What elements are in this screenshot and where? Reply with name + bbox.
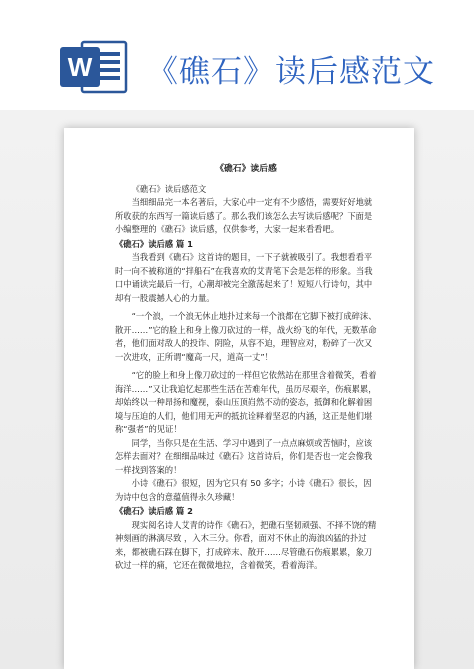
paragraph: 现实阅名诗人艾青的诗作《礁石》，把礁石坚韧顽强、不择不饶的精神刻画的淋漓尽致 ，入木三分。你看，面对不休止的海浪凶猛的扑过来，都被礁石踩在脚下，打成碎末、散开……尽管礁石伤痕累累，象刀砍过一样的痛，它还在微微地拉，含着微笑，看着海洋。 (115, 519, 377, 570)
paragraph: 小诗《礁石》很短，因为它只有 50 多字；小诗《礁石》很长，因为诗中包含的意蕴值得永久珍藏！ (115, 478, 372, 502)
paragraph: “一个浪，一个浪无休止地扑过来每一个浪都在它脚下被打成碎沫、散开……”它的脸上和身上像刀砍过的一样，战火纷飞的年代，无数革命者，他们面对敌人的投诈、阴险，从容不迫，理智应对，粉碎了一次又一次进攻，正所谓“魔高一尺，道高一丈”！ (115, 311, 377, 362)
paragraph: 同学，当你只是在生活、学习中遇到了一点点麻烦或苦恼时，应该怎样去面对？在细细品味过《礁石》这首诗后，你们是否也一定会像我一样找到答案的！ (115, 437, 373, 475)
header-banner (0, 0, 474, 112)
document-subtitle: 《礁石》读后感范文 (131, 183, 207, 194)
section-heading-1: 《礁石》读后感 篇 1 (115, 238, 193, 249)
document-page (64, 128, 414, 669)
document-title: 《礁石》读后感 (215, 164, 277, 174)
paragraph: “它的脸上和身上像刀砍过的一样但它依然站在那里含着微笑，看着海洋……”又让我追忆起那些生活在苦难年代，虽历尽艰辛，伤痕累累，却始终以一种昂扬和魔视，泰山压顶岿然不动的姿态，抵御和化解着困境与压迫的人们，他们用无声的抵抗诠释着坚忍的内涵，这正是他们堪称“强者”的见证！ (115, 370, 377, 434)
word-icon (58, 38, 128, 96)
paragraph-intro: 当细细品完一本名著后，大家心中一定有不少感悟，需要好好地就所收获的东西写一篇读后感了。那么我们该怎么去写读后感呢？下面是小编整理的《礁石》读后感，仅供参考，大家一起来看看吧。 (115, 197, 373, 234)
page-title: 《礁石》读后感范文 (147, 54, 435, 90)
paragraph: 当我看到《礁石》这首诗的题目，一下子就被吸引了。我想看看平时一向不被称道的“拌船石”在我喜欢的艾青笔下会是怎样的形象。当我口中诵读完最后一行，心潮却被完全激荡起来了！短短八行诗句，其中却有一股震撼人心的力量。 (115, 252, 373, 303)
section-heading-2: 《礁石》读后感 篇 2 (115, 506, 193, 516)
svg-text:W: W (67, 52, 93, 82)
document-body (115, 163, 377, 573)
